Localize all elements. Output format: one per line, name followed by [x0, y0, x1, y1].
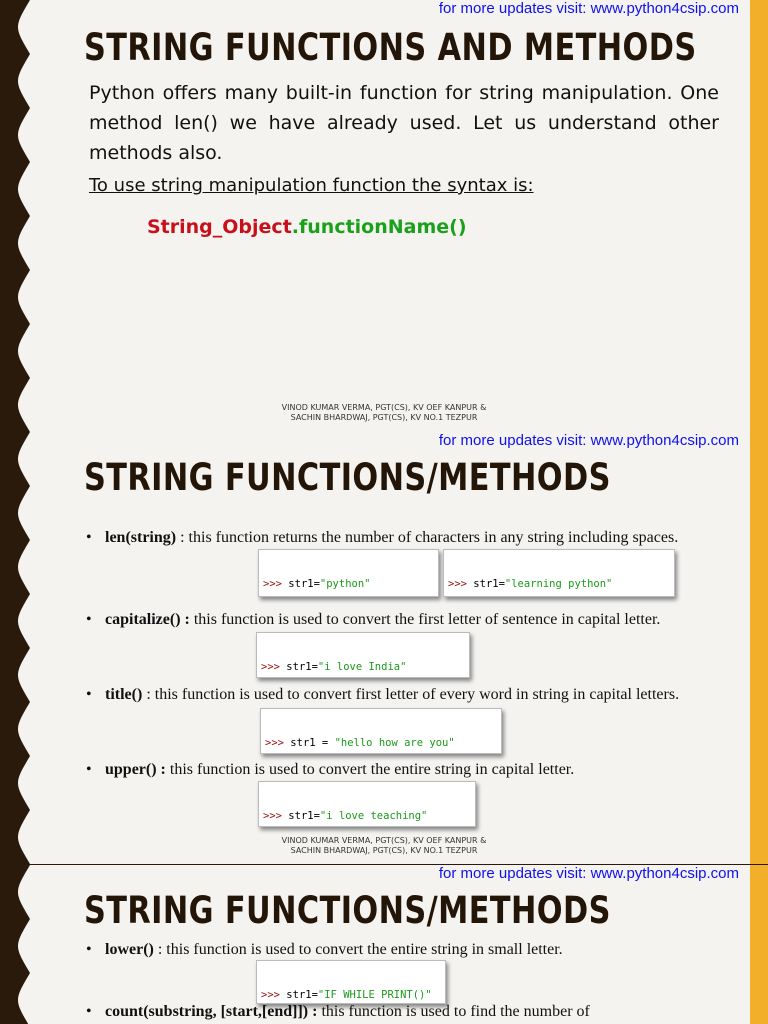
syntax-heading: To use string manipulation function the syntax is: [89, 175, 534, 196]
function-name: lower() [105, 941, 154, 958]
footer-line-1: VINOD KUMAR VERMA, PGT(CS), KV OEF KANPUR & [281, 403, 487, 412]
slide-title: STRING FUNCTIONS AND METHODS [84, 26, 697, 69]
bullet: • [86, 529, 92, 546]
code-snippet-len-1: >>> str1="python" [258, 549, 439, 597]
function-name: len(string) [105, 529, 177, 546]
function-description: : this function is used to convert first letter of every word in string in capital letters. [142, 686, 680, 703]
updates-link[interactable]: for more updates visit: www.python4csip.com [438, 865, 739, 882]
list-item-upper [88, 759, 721, 780]
code-snippet-upper: >>> str1="i love teaching" [258, 781, 476, 827]
function-description: : this function is used to convert the entire string in small letter. [153, 941, 563, 958]
function-description: : this function returns the number of characters in any string including spaces. [176, 529, 679, 546]
wavy-border-left [0, 865, 34, 1024]
code-snippet-len-2: >>> str1="learning python" [443, 549, 675, 597]
function-name: count(substring, [start,[end]]) : [105, 1003, 318, 1020]
intro-paragraph: Python offers many built-in function for string manipulation. One method len() we have already used. Let us understand other methods also. [89, 82, 719, 164]
bullet: • [86, 761, 92, 778]
slide-3 [0, 865, 768, 1024]
function-description: this function is used to find the number of [317, 1003, 590, 1020]
list-item-lower [88, 939, 721, 960]
list-item-count [88, 1001, 721, 1022]
accent-bar [750, 0, 768, 432]
slide-title: STRING FUNCTIONS/METHODS [84, 889, 611, 932]
list-item-capitalize [88, 609, 721, 630]
footer-line-2: SACHIN BHARDWAJ, PGT(CS), KV NO.1 TEZPUR [290, 846, 478, 855]
updates-link[interactable]: for more updates visit: www.python4csip.com [438, 432, 739, 449]
accent-bar [750, 432, 768, 864]
accent-bar [750, 865, 768, 1024]
function-name: capitalize() : [105, 611, 190, 628]
syntax-function: functionName() [299, 216, 467, 238]
list-item-len [88, 527, 721, 548]
slide-title: STRING FUNCTIONS/METHODS [84, 456, 611, 499]
slide-footer [0, 403, 768, 423]
syntax-dot: . [291, 216, 299, 238]
wavy-border-left [0, 432, 34, 864]
function-description: this function is used to convert the entire string in capital letter. [165, 761, 575, 778]
wavy-border-left [0, 0, 34, 432]
syntax-object: String_Object [147, 216, 292, 238]
function-description: this function is used to convert the first letter of sentence in capital letter. [189, 611, 661, 628]
slide-2 [0, 432, 768, 864]
slide-footer [0, 836, 768, 856]
list-item-title [88, 684, 721, 705]
bullet: • [86, 941, 92, 958]
bullet: • [86, 611, 92, 628]
bullet: • [86, 686, 92, 703]
updates-link[interactable]: for more updates visit: www.python4csip.com [438, 0, 739, 17]
footer-line-1: VINOD KUMAR VERMA, PGT(CS), KV OEF KANPUR & [281, 836, 487, 845]
function-name: title() [105, 686, 143, 703]
code-snippet-lower: >>> str1="IF WHILE PRINT()" [256, 960, 446, 1004]
bullet: • [86, 1003, 92, 1020]
code-snippet-capitalize: >>> str1="i love India" [256, 632, 470, 678]
code-snippet-title: >>> str1 = "hello how are you" [260, 708, 502, 754]
slide-1 [0, 0, 768, 432]
function-name: upper() : [105, 761, 166, 778]
footer-line-2: SACHIN BHARDWAJ, PGT(CS), KV NO.1 TEZPUR [290, 413, 478, 422]
syntax-example [147, 216, 467, 238]
